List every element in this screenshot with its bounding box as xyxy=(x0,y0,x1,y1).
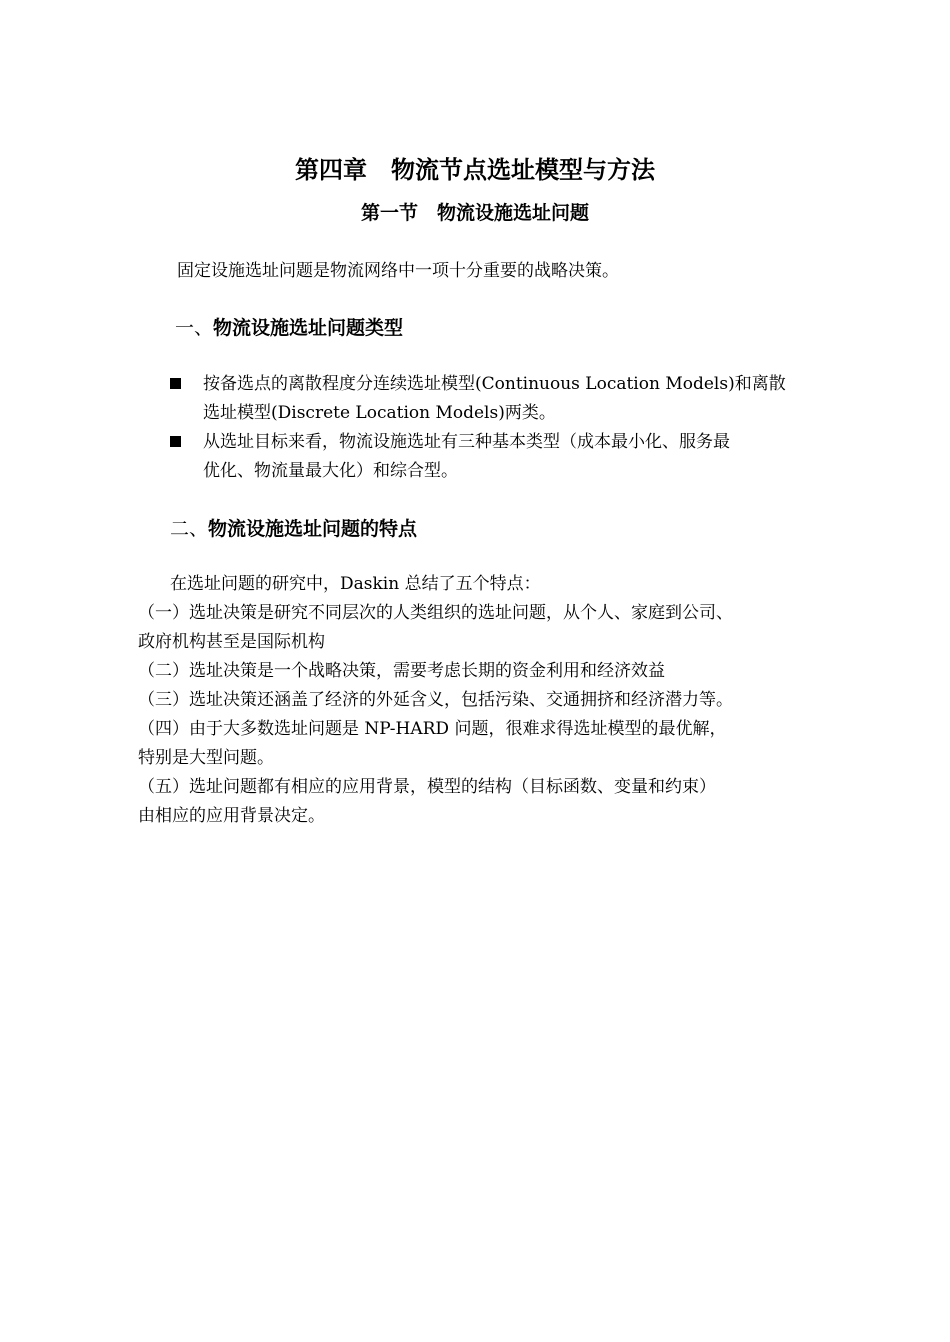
part2-heading xyxy=(170,514,417,544)
feature-5-line-2: 由相应的应用背景决定。 xyxy=(138,806,325,826)
feature-2-line-1: （二）选址决策是一个战略决策，需要考虑长期的资金利用和经济效益 xyxy=(138,661,665,681)
feature-1-line-2: 政府机构甚至是国际机构 xyxy=(138,632,325,652)
bullet-item-1-line-1: 按备选点的离散程度分连续选址模型(Continuous Location Models)和离散 xyxy=(203,374,786,394)
part2-title: 物流设施选址问题的特点 xyxy=(208,518,418,540)
part1-title: 物流设施选址问题类型 xyxy=(213,317,404,339)
feature-4-line-2: 特别是大型问题。 xyxy=(138,748,274,768)
feature-1-line-1: （一）选址决策是研究不同层次的人类组织的选址问题，从个人、家庭到公司、 xyxy=(138,603,733,623)
section-title: 第一节 物流设施选址问题 xyxy=(360,202,589,224)
bullet-square-icon xyxy=(170,436,181,447)
part1-number: 一、 xyxy=(175,317,214,339)
feature-4-line-1: （四）由于大多数选址问题是 NP-HARD 问题，很难求得选址模型的最优解， xyxy=(138,719,727,739)
bullet-square-icon xyxy=(170,378,181,389)
chapter-title: 第四章 物流节点选址模型与方法 xyxy=(295,155,655,184)
bullet-item-1-line-2: 选址模型(Discrete Location Models)两类。 xyxy=(203,403,556,423)
part2-lead: 在选址问题的研究中，Daskin 总结了五个特点： xyxy=(170,574,541,594)
part1-heading xyxy=(175,313,403,343)
feature-3-line-1: （三）选址决策还涵盖了经济的外延含义，包括污染、交通拥挤和经济潜力等。 xyxy=(138,690,733,710)
bullet-item-2-line-2: 优化、物流量最大化）和综合型。 xyxy=(203,461,458,481)
bullet-item-2-line-1: 从选址目标来看，物流设施选址有三种基本类型（成本最小化、服务最 xyxy=(203,432,730,452)
part2-number: 二、 xyxy=(170,518,209,540)
intro-paragraph: 固定设施选址问题是物流网络中一项十分重要的战略决策。 xyxy=(177,261,619,281)
feature-5-line-1: （五）选址问题都有相应的应用背景，模型的结构（目标函数、变量和约束） xyxy=(138,777,716,797)
